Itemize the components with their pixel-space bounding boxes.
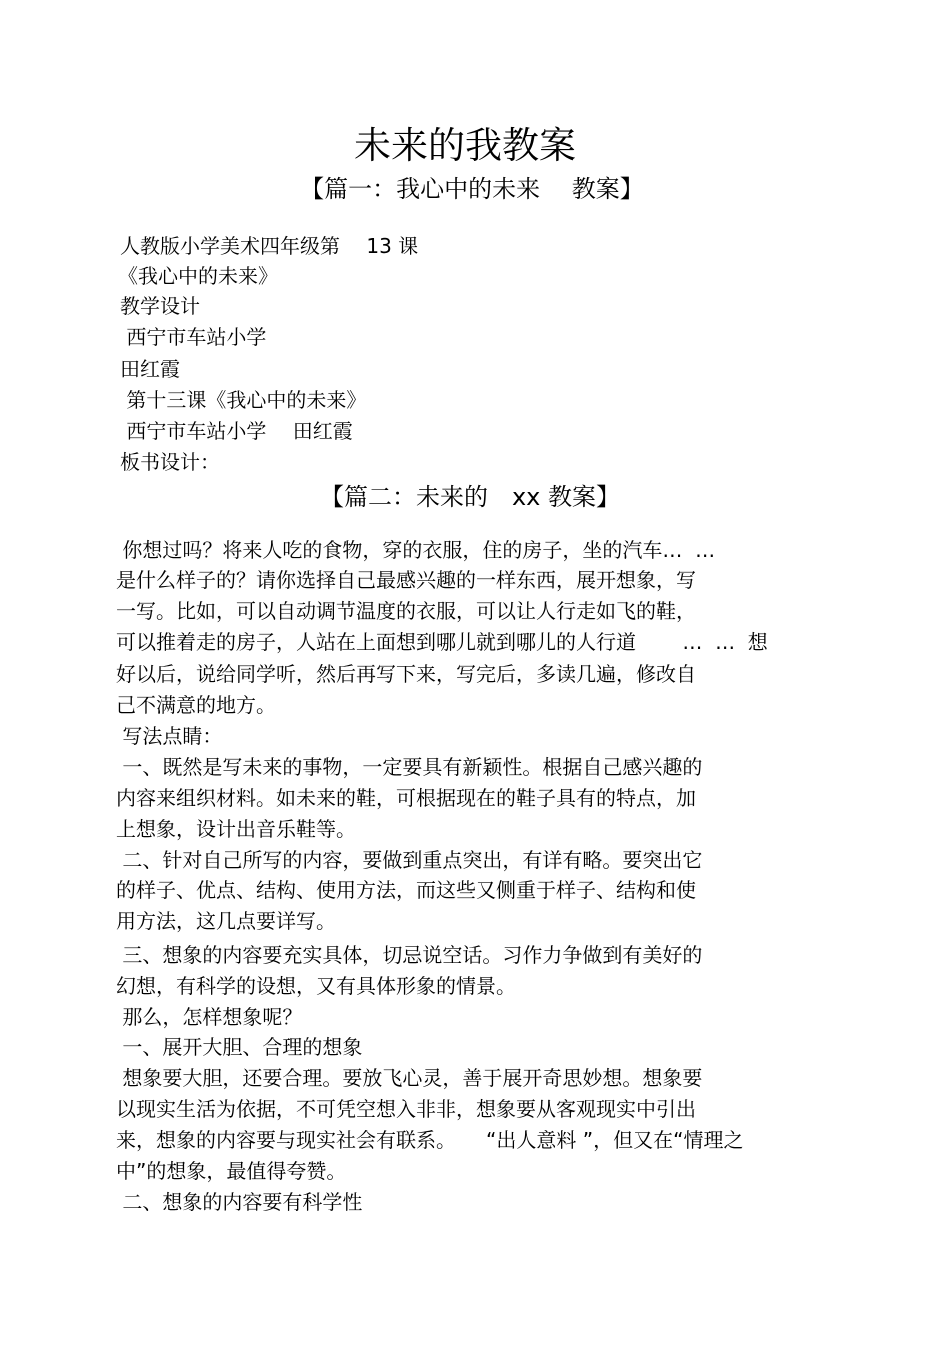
section2-line: 二、想象的内容要有科学性 <box>116 1190 363 1214</box>
section2-line: 幻想，有科学的设想，又有具体形象的情景。 <box>116 974 516 998</box>
section1-line: 《我心中的未来》 <box>118 264 278 288</box>
section2-line: 是什么样子的？请你选择自己最感兴趣的一样东西，展开想象，写 <box>116 568 696 592</box>
section2-line: 一、既然是写未来的事物，一定要具有新颖性。根据自己感兴趣的 <box>116 755 703 779</box>
section1-heading: 【篇一：我心中的未来 教案】 <box>300 175 644 203</box>
section2-line: 上想象，设计出音乐鞋等。 <box>116 817 356 841</box>
section2-line: 以现实生活为依据，不可凭空想入非非，想象要从客观现实中引出 <box>116 1097 696 1121</box>
section2-line: 想象要大胆，还要合理。要放飞心灵，善于展开奇思妙想。想象要 <box>116 1066 703 1090</box>
section1-line: 第十三课《我心中的未来》 <box>120 388 367 412</box>
section1-line: 西宁市车站小学 <box>120 325 267 349</box>
section2-line: 二、针对自己所写的内容，要做到重点突出，有详有略。要突出它 <box>116 848 703 872</box>
section2-line: 的样子、优点、结构、使用方法，而这些又侧重于样子、结构和使 <box>116 878 696 902</box>
section1-line: 人教版小学美术四年级第 13 课 <box>120 234 419 258</box>
section2-line: 内容来组织材料。如未来的鞋，可根据现在的鞋子具有的特点，加 <box>116 786 696 810</box>
section2-line: 写法点睛： <box>116 724 223 748</box>
document-title: 未来的我教案 <box>354 124 576 167</box>
section2-line: 你想过吗？将来人吃的食物，穿的衣服，住的房子，坐的汽车… … <box>116 538 716 562</box>
section1-line: 田红霞 <box>120 357 180 381</box>
section2-line: 那么，怎样想象呢？ <box>116 1005 303 1029</box>
section2-line: 可以推着走的房子，人站在上面想到哪儿就到哪儿的人行道 … … 想 <box>116 630 768 654</box>
section2-line: 三、想象的内容要充实具体，切忌说空话。习作力争做到有美好的 <box>116 943 703 967</box>
section1-line: 教学设计 <box>120 294 200 318</box>
section2-line: 己不满意的地方。 <box>116 693 276 717</box>
section2-line: 来，想象的内容要与现实社会有联系。 “出人意料 ”，但又在“情理之 <box>116 1128 744 1152</box>
section2-line: 中”的想象，最值得夸赞。 <box>116 1159 347 1183</box>
section2-line: 好以后，说给同学听，然后再写下来，写完后，多读几遍，修改自 <box>116 662 696 686</box>
section2-line: 一、展开大胆、合理的想象 <box>116 1035 363 1059</box>
section1-line: 板书设计： <box>120 450 220 474</box>
section1-line: 西宁市车站小学 田红霞 <box>120 419 353 443</box>
section2-line: 一写。比如，可以自动调节温度的衣服，可以让人行走如飞的鞋， <box>116 599 696 623</box>
section2-heading: 【篇二：未来的 xx 教案】 <box>319 483 621 511</box>
section2-line: 用方法，这几点要详写。 <box>116 909 336 933</box>
